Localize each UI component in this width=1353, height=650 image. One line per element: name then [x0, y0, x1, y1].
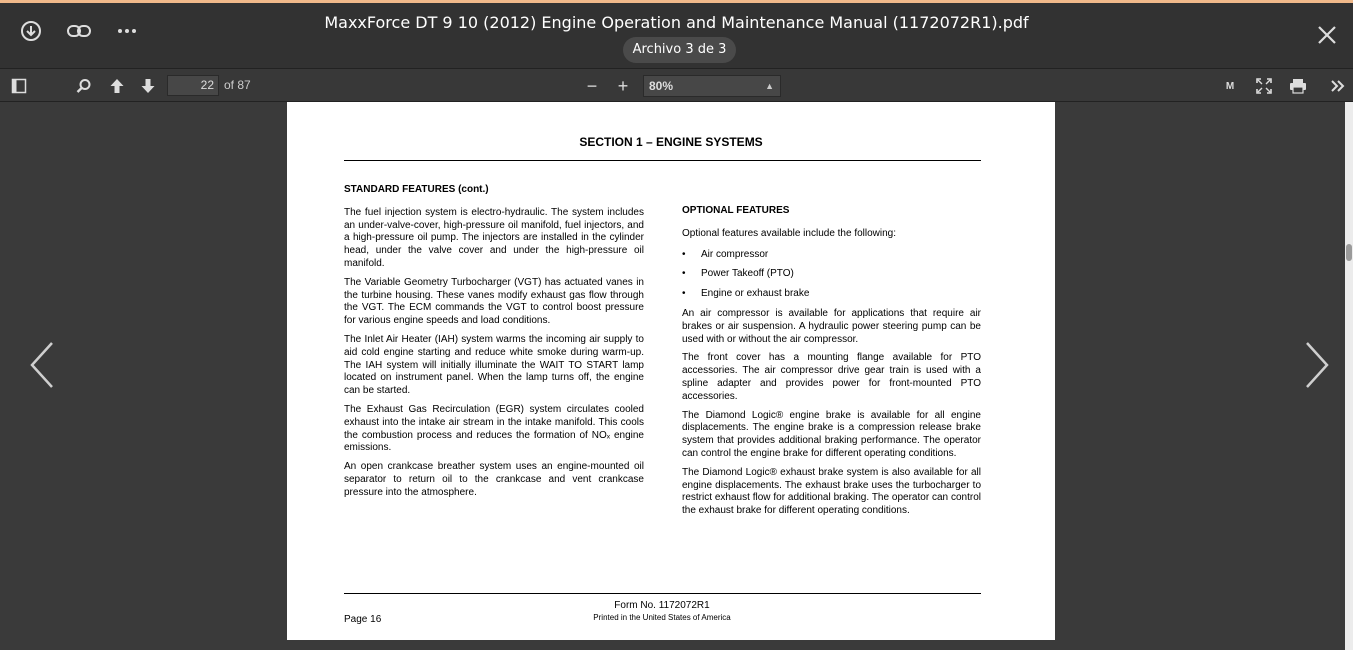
scrollbar-thumb[interactable] [1346, 244, 1352, 261]
zoom-out-button[interactable]: − [586, 75, 598, 96]
fullscreen-icon[interactable] [1254, 74, 1274, 98]
paragraph: An open crankcase breather system uses an engine-mounted oil separator to return oil to the crankcase and vent crankcase pressure into the atmosphere. [344, 461, 644, 498]
title-bar [0, 3, 1353, 68]
left-heading: STANDARD FEATURES (cont.) [344, 184, 489, 195]
previous-page-icon[interactable] [106, 74, 128, 98]
paragraph: An air compressor is available for applications that require air brakes or air suspension. A hydraulic power steering pump can be used with or without the air compressor. [682, 307, 981, 345]
footer-form [537, 600, 787, 622]
header-rule [344, 160, 981, 161]
document-viewer[interactable] [0, 102, 1345, 650]
page-label: Page 16 [344, 614, 382, 625]
presentation-mode-button[interactable]: M [1225, 80, 1235, 92]
dropdown-arrows-icon: ▲ [765, 81, 774, 91]
next-page-icon[interactable] [137, 74, 159, 98]
close-icon[interactable] [1314, 22, 1340, 48]
zoom-select[interactable] [643, 75, 781, 97]
printed-note: Printed in the United States of America [593, 613, 731, 622]
search-icon[interactable] [73, 74, 95, 98]
bullet-item: • Engine or exhaust brake [682, 288, 981, 301]
right-column [682, 205, 981, 524]
paragraph: The Variable Geometry Turbocharger (VGT) has actuated vanes in the turbine housing. These vanes modify exhaust gas flow through the VGT. The ECM commands the VGT to control boost pressure for various engine speeds and load conditions. [344, 276, 644, 327]
paragraph: The fuel injection system is electro-hydraulic. The system includes an under-valve-cover, high-pressure oil manifold, fuel injectors, and a high-pressure oil pump. The injectors are installed in the cylinder head, under the valve cover and under the high-pressure oil manifold. [344, 206, 644, 269]
print-icon[interactable] [1287, 74, 1309, 98]
zoom-in-button[interactable]: + [617, 75, 629, 96]
left-column [344, 184, 644, 506]
next-arrow-icon[interactable] [1301, 340, 1331, 390]
paragraph: The Inlet Air Heater (IAH) system warms the incoming air supply to aid cold engine starting and reduce white smoke during warm-up. The IAH system will initially illuminate the WAIT TO START lamp located on instrument panel. When the lamp turns off, the engine can be started. [344, 333, 644, 397]
paragraph: The Diamond Logic® exhaust brake system is also available for all engine displacements. The exhaust brake uses the turbocharger to restrict exhaust flow for additional braking. The operator can control the exhaust brake for different operating conditions. [682, 466, 981, 517]
bullet-item: • Air compressor [682, 249, 981, 262]
form-number: Form No. 1172072R1 [614, 600, 710, 611]
file-indicator: Archivo 3 de 3 [623, 37, 736, 63]
vertical-scrollbar[interactable] [1345, 102, 1353, 650]
bullet-item: • Power Takeoff (PTO) [682, 268, 981, 281]
section-title: SECTION 1 – ENGINE SYSTEMS [579, 135, 763, 149]
page-number-input[interactable]: 22 [167, 75, 219, 96]
document-title: MaxxForce DT 9 10 (2012) Engine Operation and Maintenance Manual (1172072R1).pdf [324, 13, 1029, 32]
intro-text: Optional features available include the following: [682, 227, 897, 239]
page-count: of 87 [224, 78, 251, 92]
right-heading: OPTIONAL FEATURES [682, 205, 790, 216]
paragraph: The front cover has a mounting flange available for PTO accessories. The air compressor drive gear train is used with a spline adapter and provides power for front-mounted PTO accessories. [682, 352, 981, 402]
previous-arrow-icon[interactable] [28, 340, 58, 390]
footer-rule [344, 593, 981, 594]
pdf-page [287, 102, 1055, 640]
paragraph: The Exhaust Gas Recirculation (EGR) system circulates cooled exhaust into the intake air stream in the intake manifold. This cools the combustion process and reduces the formation of NOₓ engine emissions. [344, 403, 644, 454]
pdf-toolbar [0, 68, 1353, 102]
paragraph: The Diamond Logic® engine brake is available for all engine displacements. The engine brake is a compression release brake system that provides additional braking performance. The operator can control the engine brake for different operating conditions. [682, 409, 981, 459]
zoom-value: 80% [649, 79, 674, 93]
tools-icon[interactable] [1328, 74, 1348, 98]
sidebar-icon[interactable] [8, 74, 30, 98]
